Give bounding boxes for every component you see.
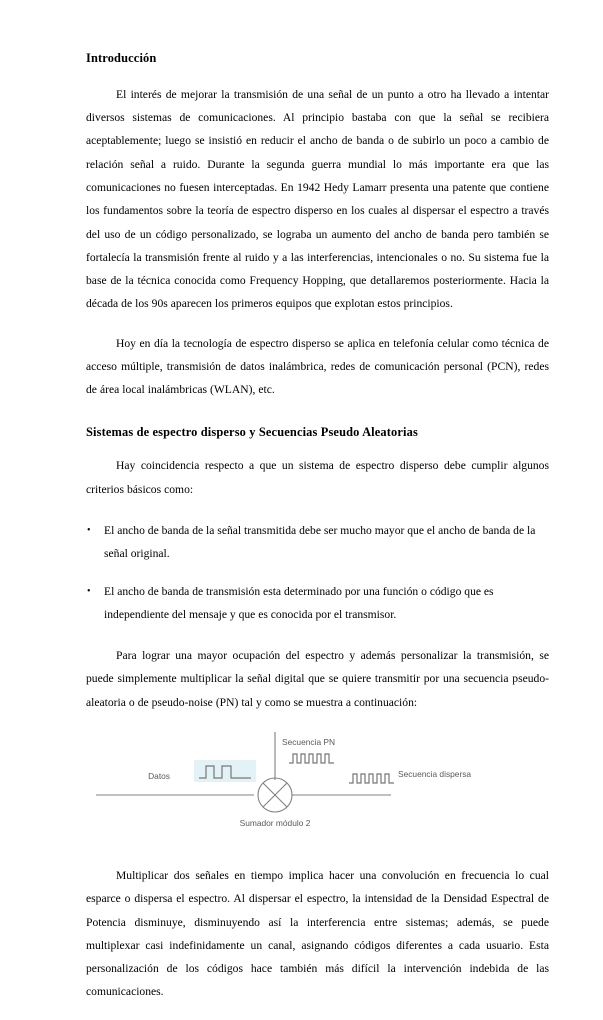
section-introduccion	[86, 50, 549, 67]
paragraph-intro-2: Hoy en día la tecnología de espectro disperso se aplica en telefonía celular como técnica de acceso múltiple, transmisión de datos inalámbrica, redes de comunicación personal (PCN), redes de área local inalámbricas (WLAN), etc.	[86, 336, 549, 397]
figure-caption: Sumador módulo 2	[239, 818, 311, 828]
datos-waveform-highlight	[194, 760, 256, 782]
document-content	[86, 50, 549, 1020]
label-datos: Datos	[148, 771, 170, 781]
list-item-text: El ancho de banda de la señal transmitida debe ser mucho mayor que el ancho de banda de la señal original.	[104, 523, 536, 561]
paragraph-intro-1: El interés de mejorar la transmisión de una señal de un punto a otro ha llevado a intentar diversos sistemas de comunicaciones. Al principio bastaba con que la señal se recibiera aceptablemente; luego se insistió en reducir el ancho de banda o de subirlo un poco a cambio de relación señal a ruido. Durante la segunda guerra mundial lo más importante era que las comunicaciones no fuesen interceptadas. En 1942 Hedy Lamarr presenta una patente que contiene los fundamentos sobre la teoría de espectro disperso en los cuales al dispersar el espectro a través del uso de un código personalizado, se lograba un aumento del ancho de banda pero también se fortalecía la transmisión frente al ruido y a las interferencias, intencionales o no. Su sistema fue la base de la técnica conocida como Frequency Hopping, que detallaremos posteriormente. Hacia la década de los 90s aparecen los primeros equipos que explotan estos principios.	[86, 87, 549, 311]
section-sistemas	[86, 424, 549, 441]
list-item	[86, 580, 549, 627]
figure-modulo-2-adder	[86, 730, 549, 842]
list-item-text: El ancho de banda de transmisión esta determinado por una función o código que es independiente del mensaje y que es conocida por el transmisor.	[104, 584, 494, 621]
heading-sistemas-espectro-disperso: Sistemas de espectro disperso y Secuencias Pseudo Aleatorias	[86, 424, 418, 439]
heading-introduccion: Introducción	[86, 51, 157, 65]
criterios-bullet-list	[86, 519, 549, 626]
paragraph-multiplicacion-pn: Para lograr una mayor ocupación del espectro y además personalizar la transmisión, se puede simplemente multiplicar la señal digital que se quiere transmitir por una secuencia pseudo-aleatoria o de pseudo-noise (PN) tal y como se muestra a continuación:	[86, 649, 549, 709]
dispersa-waveform	[349, 774, 394, 783]
pn-waveform	[289, 754, 334, 763]
label-secuencia-dispersa: Secuencia dispersa	[398, 769, 472, 779]
label-secuencia-pn: Secuencia PN	[282, 737, 336, 747]
diagram-svg	[86, 730, 549, 842]
list-item	[86, 519, 549, 566]
paragraph-criterios-intro: Hay coincidencia respecto a que un sistema de espectro disperso debe cumplir algunos criterios básicos como:	[86, 459, 549, 496]
bullet-marker-icon: •	[87, 524, 91, 536]
bullet-marker-icon: •	[87, 585, 91, 597]
paragraph-convolucion: Multiplicar dos señales en tiempo implica hacer una convolución en frecuencia lo cual esparce o dispersa el espectro. Al dispersar el espectro, la intensidad de la Densidad Espectral de Potencia disminuye, disminuyendo así la interferencia entre sistemas; además, se puede multiplexar casi indefinidamente un canal, asignando códigos diferentes a cada usuario. Esta personalización de los códigos hace también más difícil la intervención indebida de las comunicaciones.	[86, 869, 549, 999]
